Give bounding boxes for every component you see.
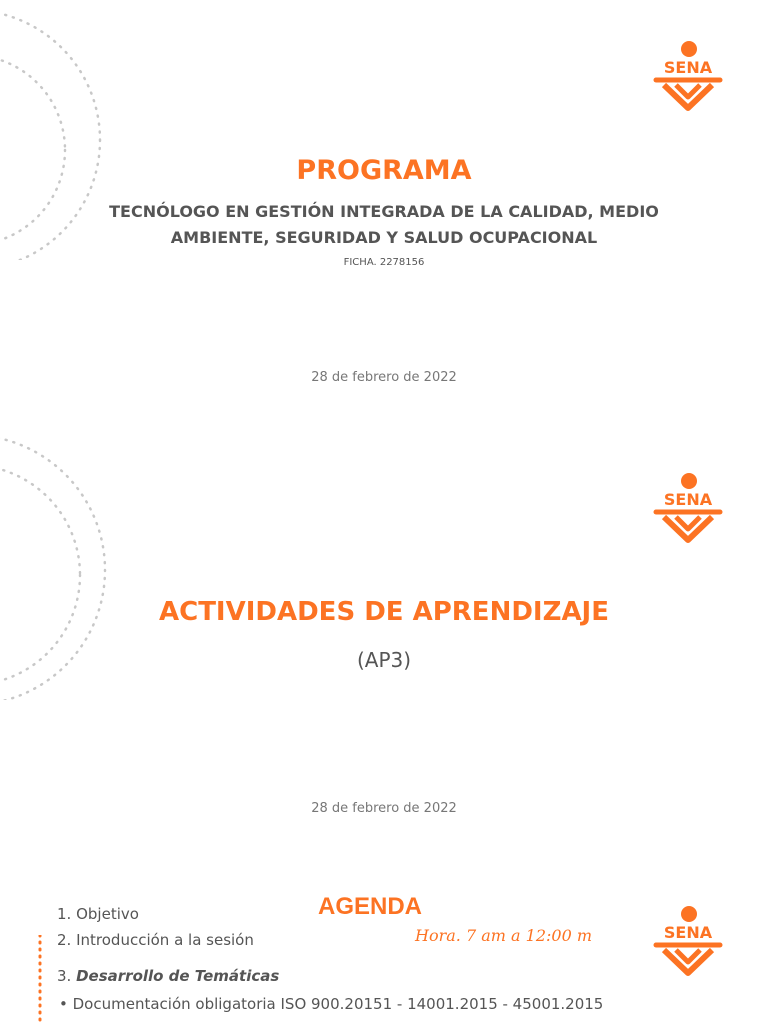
agenda-title: AGENDA — [318, 893, 423, 920]
dotted-vertical-decoration — [36, 935, 44, 1024]
svg-text:SENA: SENA — [663, 58, 713, 77]
program-subtitle-line2: AMBIENTE, SEGURIDAD Y SALUD OCUPACIONAL — [170, 228, 598, 247]
ficha-number: FICHA. 2278156 — [343, 257, 425, 268]
slide-agenda — [0, 860, 768, 1024]
program-title: PROGRAMA — [296, 155, 472, 186]
agenda-time: Hora. 7 am a 12:00 m — [415, 926, 592, 945]
agenda-item: 1. Objetivo — [57, 905, 139, 923]
agenda-item: 2. Introducción a la sesión — [57, 931, 254, 949]
activities-date: 28 de febrero de 2022 — [311, 801, 457, 816]
agenda-item: 3. Desarrollo de Temáticas — [57, 967, 280, 985]
sena-logo — [650, 472, 726, 544]
program-subtitle-line1: TECNÓLOGO EN GESTIÓN INTEGRADA DE LA CALIDAD, MEDIO — [109, 202, 659, 221]
svg-text:SENA: SENA — [663, 490, 713, 509]
slide-activities — [0, 430, 768, 860]
sena-logo — [650, 40, 726, 112]
svg-text:SENA: SENA — [663, 923, 713, 942]
sena-logo — [650, 905, 726, 977]
agenda-list — [57, 904, 603, 1020]
program-date: 28 de febrero de 2022 — [311, 370, 457, 385]
slide-program — [0, 0, 768, 430]
activities-code: (AP3) — [356, 648, 412, 672]
activities-title: ACTIVIDADES DE APRENDIZAJE — [158, 597, 609, 627]
agenda-bullet: • Documentación obligatoria ISO 900.20151 - 14001.2015 - 45001.2015 — [59, 995, 604, 1013]
